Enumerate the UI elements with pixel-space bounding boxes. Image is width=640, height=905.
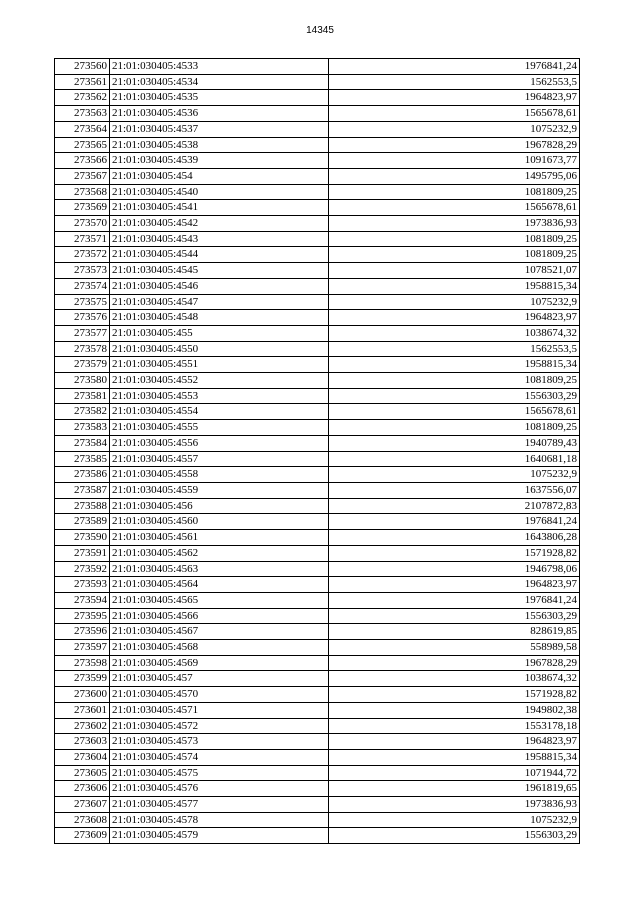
row-number-cell: 273577 [55,325,110,341]
row-number-cell: 273607 [55,797,110,813]
cadastral-number-cell: 21:01:030405:4562 [110,545,329,561]
cadastral-value-cell: 1081809,25 [329,420,580,436]
row-number-cell: 273593 [55,577,110,593]
table-row [55,263,580,279]
row-number-cell: 273560 [55,59,110,75]
table-row [55,655,580,671]
table-row [55,137,580,153]
cadastral-number-cell: 21:01:030405:4554 [110,404,329,420]
table-row [55,687,580,703]
registry-table [54,58,580,844]
table-row [55,592,580,608]
row-number-cell: 273603 [55,734,110,750]
cadastral-number-cell: 21:01:030405:4579 [110,828,329,844]
row-number-cell: 273566 [55,153,110,169]
row-number-cell: 273588 [55,498,110,514]
row-number-cell: 273606 [55,781,110,797]
cadastral-number-cell: 21:01:030405:4548 [110,310,329,326]
table-row [55,718,580,734]
cadastral-value-cell: 1075232,9 [329,121,580,137]
cadastral-number-cell: 21:01:030405:4556 [110,435,329,451]
table-row [55,59,580,75]
table-row [55,247,580,263]
cadastral-number-cell: 21:01:030405:4542 [110,216,329,232]
table-row [55,498,580,514]
cadastral-value-cell: 1964823,97 [329,310,580,326]
cadastral-value-cell: 1495795,06 [329,168,580,184]
cadastral-value-cell: 1637556,07 [329,482,580,498]
table-row [55,388,580,404]
cadastral-number-cell: 21:01:030405:4565 [110,592,329,608]
cadastral-number-cell: 21:01:030405:4577 [110,797,329,813]
cadastral-value-cell: 1964823,97 [329,734,580,750]
cadastral-number-cell: 21:01:030405:4572 [110,718,329,734]
cadastral-number-cell: 21:01:030405:4539 [110,153,329,169]
cadastral-number-cell: 21:01:030405:456 [110,498,329,514]
cadastral-value-cell: 1038674,32 [329,325,580,341]
table-row [55,828,580,844]
cadastral-value-cell: 1565678,61 [329,200,580,216]
cadastral-value-cell: 1075232,9 [329,812,580,828]
table-row [55,482,580,498]
table-row [55,734,580,750]
cadastral-value-cell: 1565678,61 [329,106,580,122]
row-number-cell: 273596 [55,624,110,640]
table-row [55,749,580,765]
cadastral-number-cell: 21:01:030405:4558 [110,467,329,483]
table-row [55,514,580,530]
table-row [55,404,580,420]
cadastral-value-cell: 1556303,29 [329,608,580,624]
cadastral-number-cell: 21:01:030405:455 [110,325,329,341]
table-row [55,608,580,624]
row-number-cell: 273595 [55,608,110,624]
cadastral-number-cell: 21:01:030405:4566 [110,608,329,624]
table-row [55,812,580,828]
cadastral-value-cell: 1973836,93 [329,216,580,232]
cadastral-number-cell: 21:01:030405:4563 [110,561,329,577]
row-number-cell: 273592 [55,561,110,577]
cadastral-value-cell: 1967828,29 [329,137,580,153]
row-number-cell: 273584 [55,435,110,451]
cadastral-value-cell: 1081809,25 [329,247,580,263]
cadastral-number-cell: 21:01:030405:4568 [110,640,329,656]
row-number-cell: 273565 [55,137,110,153]
cadastral-value-cell: 1571928,82 [329,687,580,703]
page-number: 14345 [306,25,334,36]
cadastral-value-cell: 558989,58 [329,640,580,656]
row-number-cell: 273609 [55,828,110,844]
row-number-cell: 273581 [55,388,110,404]
table-row [55,373,580,389]
table-row [55,545,580,561]
row-number-cell: 273602 [55,718,110,734]
cadastral-value-cell: 1081809,25 [329,184,580,200]
row-number-cell: 273604 [55,749,110,765]
row-number-cell: 273575 [55,294,110,310]
table-row [55,231,580,247]
table-row [55,106,580,122]
cadastral-number-cell: 21:01:030405:4545 [110,263,329,279]
cadastral-number-cell: 21:01:030405:4559 [110,482,329,498]
cadastral-value-cell: 1964823,97 [329,90,580,106]
cadastral-value-cell: 828619,85 [329,624,580,640]
table-row [55,74,580,90]
table-row [55,671,580,687]
cadastral-number-cell: 21:01:030405:4535 [110,90,329,106]
row-number-cell: 273587 [55,482,110,498]
row-number-cell: 273586 [55,467,110,483]
cadastral-number-cell: 21:01:030405:4576 [110,781,329,797]
cadastral-value-cell: 1081809,25 [329,373,580,389]
cadastral-value-cell: 1556303,29 [329,388,580,404]
table-row [55,577,580,593]
cadastral-number-cell: 21:01:030405:4564 [110,577,329,593]
table-row [55,278,580,294]
cadastral-number-cell: 21:01:030405:454 [110,168,329,184]
cadastral-number-cell: 21:01:030405:4570 [110,687,329,703]
cadastral-number-cell: 21:01:030405:4533 [110,59,329,75]
table-row [55,90,580,106]
row-number-cell: 273567 [55,168,110,184]
cadastral-value-cell: 1075232,9 [329,467,580,483]
cadastral-number-cell: 21:01:030405:4578 [110,812,329,828]
table-row [55,294,580,310]
row-number-cell: 273600 [55,687,110,703]
cadastral-number-cell: 21:01:030405:4557 [110,451,329,467]
row-number-cell: 273583 [55,420,110,436]
cadastral-value-cell: 1553178,18 [329,718,580,734]
cadastral-value-cell: 1946798,06 [329,561,580,577]
table-row [55,420,580,436]
row-number-cell: 273601 [55,702,110,718]
table-row [55,702,580,718]
cadastral-value-cell: 1571928,82 [329,545,580,561]
cadastral-value-cell: 1976841,24 [329,592,580,608]
table-row [55,153,580,169]
table-row [55,781,580,797]
cadastral-number-cell: 21:01:030405:4561 [110,530,329,546]
row-number-cell: 273597 [55,640,110,656]
table-row [55,624,580,640]
cadastral-number-cell: 21:01:030405:4551 [110,357,329,373]
table-row [55,121,580,137]
row-number-cell: 273573 [55,263,110,279]
cadastral-value-cell: 2107872,83 [329,498,580,514]
cadastral-number-cell: 21:01:030405:4550 [110,341,329,357]
table-row [55,640,580,656]
row-number-cell: 273598 [55,655,110,671]
cadastral-number-cell: 21:01:030405:4544 [110,247,329,263]
row-number-cell: 273599 [55,671,110,687]
table-row [55,310,580,326]
cadastral-number-cell: 21:01:030405:4560 [110,514,329,530]
cadastral-number-cell: 21:01:030405:4569 [110,655,329,671]
row-number-cell: 273562 [55,90,110,106]
row-number-cell: 273590 [55,530,110,546]
cadastral-value-cell: 1973836,93 [329,797,580,813]
cadastral-value-cell: 1967828,29 [329,655,580,671]
table-row [55,184,580,200]
cadastral-number-cell: 21:01:030405:4546 [110,278,329,294]
cadastral-number-cell: 21:01:030405:4575 [110,765,329,781]
cadastral-value-cell: 1640681,18 [329,451,580,467]
table-row [55,435,580,451]
cadastral-value-cell: 1565678,61 [329,404,580,420]
cadastral-value-cell: 1075232,9 [329,294,580,310]
cadastral-number-cell: 21:01:030405:4573 [110,734,329,750]
row-number-cell: 273561 [55,74,110,90]
cadastral-value-cell: 1091673,77 [329,153,580,169]
row-number-cell: 273576 [55,310,110,326]
cadastral-value-cell: 1078521,07 [329,263,580,279]
cadastral-value-cell: 1556303,29 [329,828,580,844]
row-number-cell: 273589 [55,514,110,530]
registry-table-body [55,59,580,844]
cadastral-number-cell: 21:01:030405:4571 [110,702,329,718]
table-row [55,467,580,483]
cadastral-value-cell: 1643806,28 [329,530,580,546]
cadastral-number-cell: 21:01:030405:4543 [110,231,329,247]
row-number-cell: 273585 [55,451,110,467]
table-row [55,341,580,357]
row-number-cell: 273563 [55,106,110,122]
cadastral-number-cell: 21:01:030405:4555 [110,420,329,436]
cadastral-value-cell: 1071944,72 [329,765,580,781]
row-number-cell: 273578 [55,341,110,357]
row-number-cell: 273594 [55,592,110,608]
row-number-cell: 273579 [55,357,110,373]
row-number-cell: 273605 [55,765,110,781]
cadastral-number-cell: 21:01:030405:4534 [110,74,329,90]
row-number-cell: 273571 [55,231,110,247]
row-number-cell: 273568 [55,184,110,200]
cadastral-number-cell: 21:01:030405:4538 [110,137,329,153]
cadastral-number-cell: 21:01:030405:4541 [110,200,329,216]
row-number-cell: 273570 [55,216,110,232]
cadastral-value-cell: 1940789,43 [329,435,580,451]
table-row [55,200,580,216]
cadastral-value-cell: 1976841,24 [329,59,580,75]
table-row [55,561,580,577]
row-number-cell: 273564 [55,121,110,137]
cadastral-value-cell: 1562553,5 [329,74,580,90]
cadastral-number-cell: 21:01:030405:457 [110,671,329,687]
table-row [55,530,580,546]
cadastral-value-cell: 1961819,65 [329,781,580,797]
cadastral-value-cell: 1562553,5 [329,341,580,357]
row-number-cell: 273608 [55,812,110,828]
row-number-cell: 273582 [55,404,110,420]
row-number-cell: 273574 [55,278,110,294]
cadastral-number-cell: 21:01:030405:4547 [110,294,329,310]
cadastral-number-cell: 21:01:030405:4567 [110,624,329,640]
table-row [55,325,580,341]
table-row [55,765,580,781]
cadastral-number-cell: 21:01:030405:4552 [110,373,329,389]
table-row [55,168,580,184]
cadastral-value-cell: 1038674,32 [329,671,580,687]
row-number-cell: 273569 [55,200,110,216]
cadastral-number-cell: 21:01:030405:4553 [110,388,329,404]
table-row [55,216,580,232]
row-number-cell: 273580 [55,373,110,389]
cadastral-value-cell: 1964823,97 [329,577,580,593]
table-row [55,357,580,373]
row-number-cell: 273591 [55,545,110,561]
cadastral-value-cell: 1081809,25 [329,231,580,247]
cadastral-value-cell: 1958815,34 [329,357,580,373]
table-row [55,451,580,467]
cadastral-number-cell: 21:01:030405:4574 [110,749,329,765]
cadastral-value-cell: 1958815,34 [329,749,580,765]
cadastral-value-cell: 1949802,38 [329,702,580,718]
row-number-cell: 273572 [55,247,110,263]
cadastral-number-cell: 21:01:030405:4540 [110,184,329,200]
cadastral-value-cell: 1976841,24 [329,514,580,530]
table-row [55,797,580,813]
cadastral-number-cell: 21:01:030405:4536 [110,106,329,122]
cadastral-value-cell: 1958815,34 [329,278,580,294]
cadastral-number-cell: 21:01:030405:4537 [110,121,329,137]
